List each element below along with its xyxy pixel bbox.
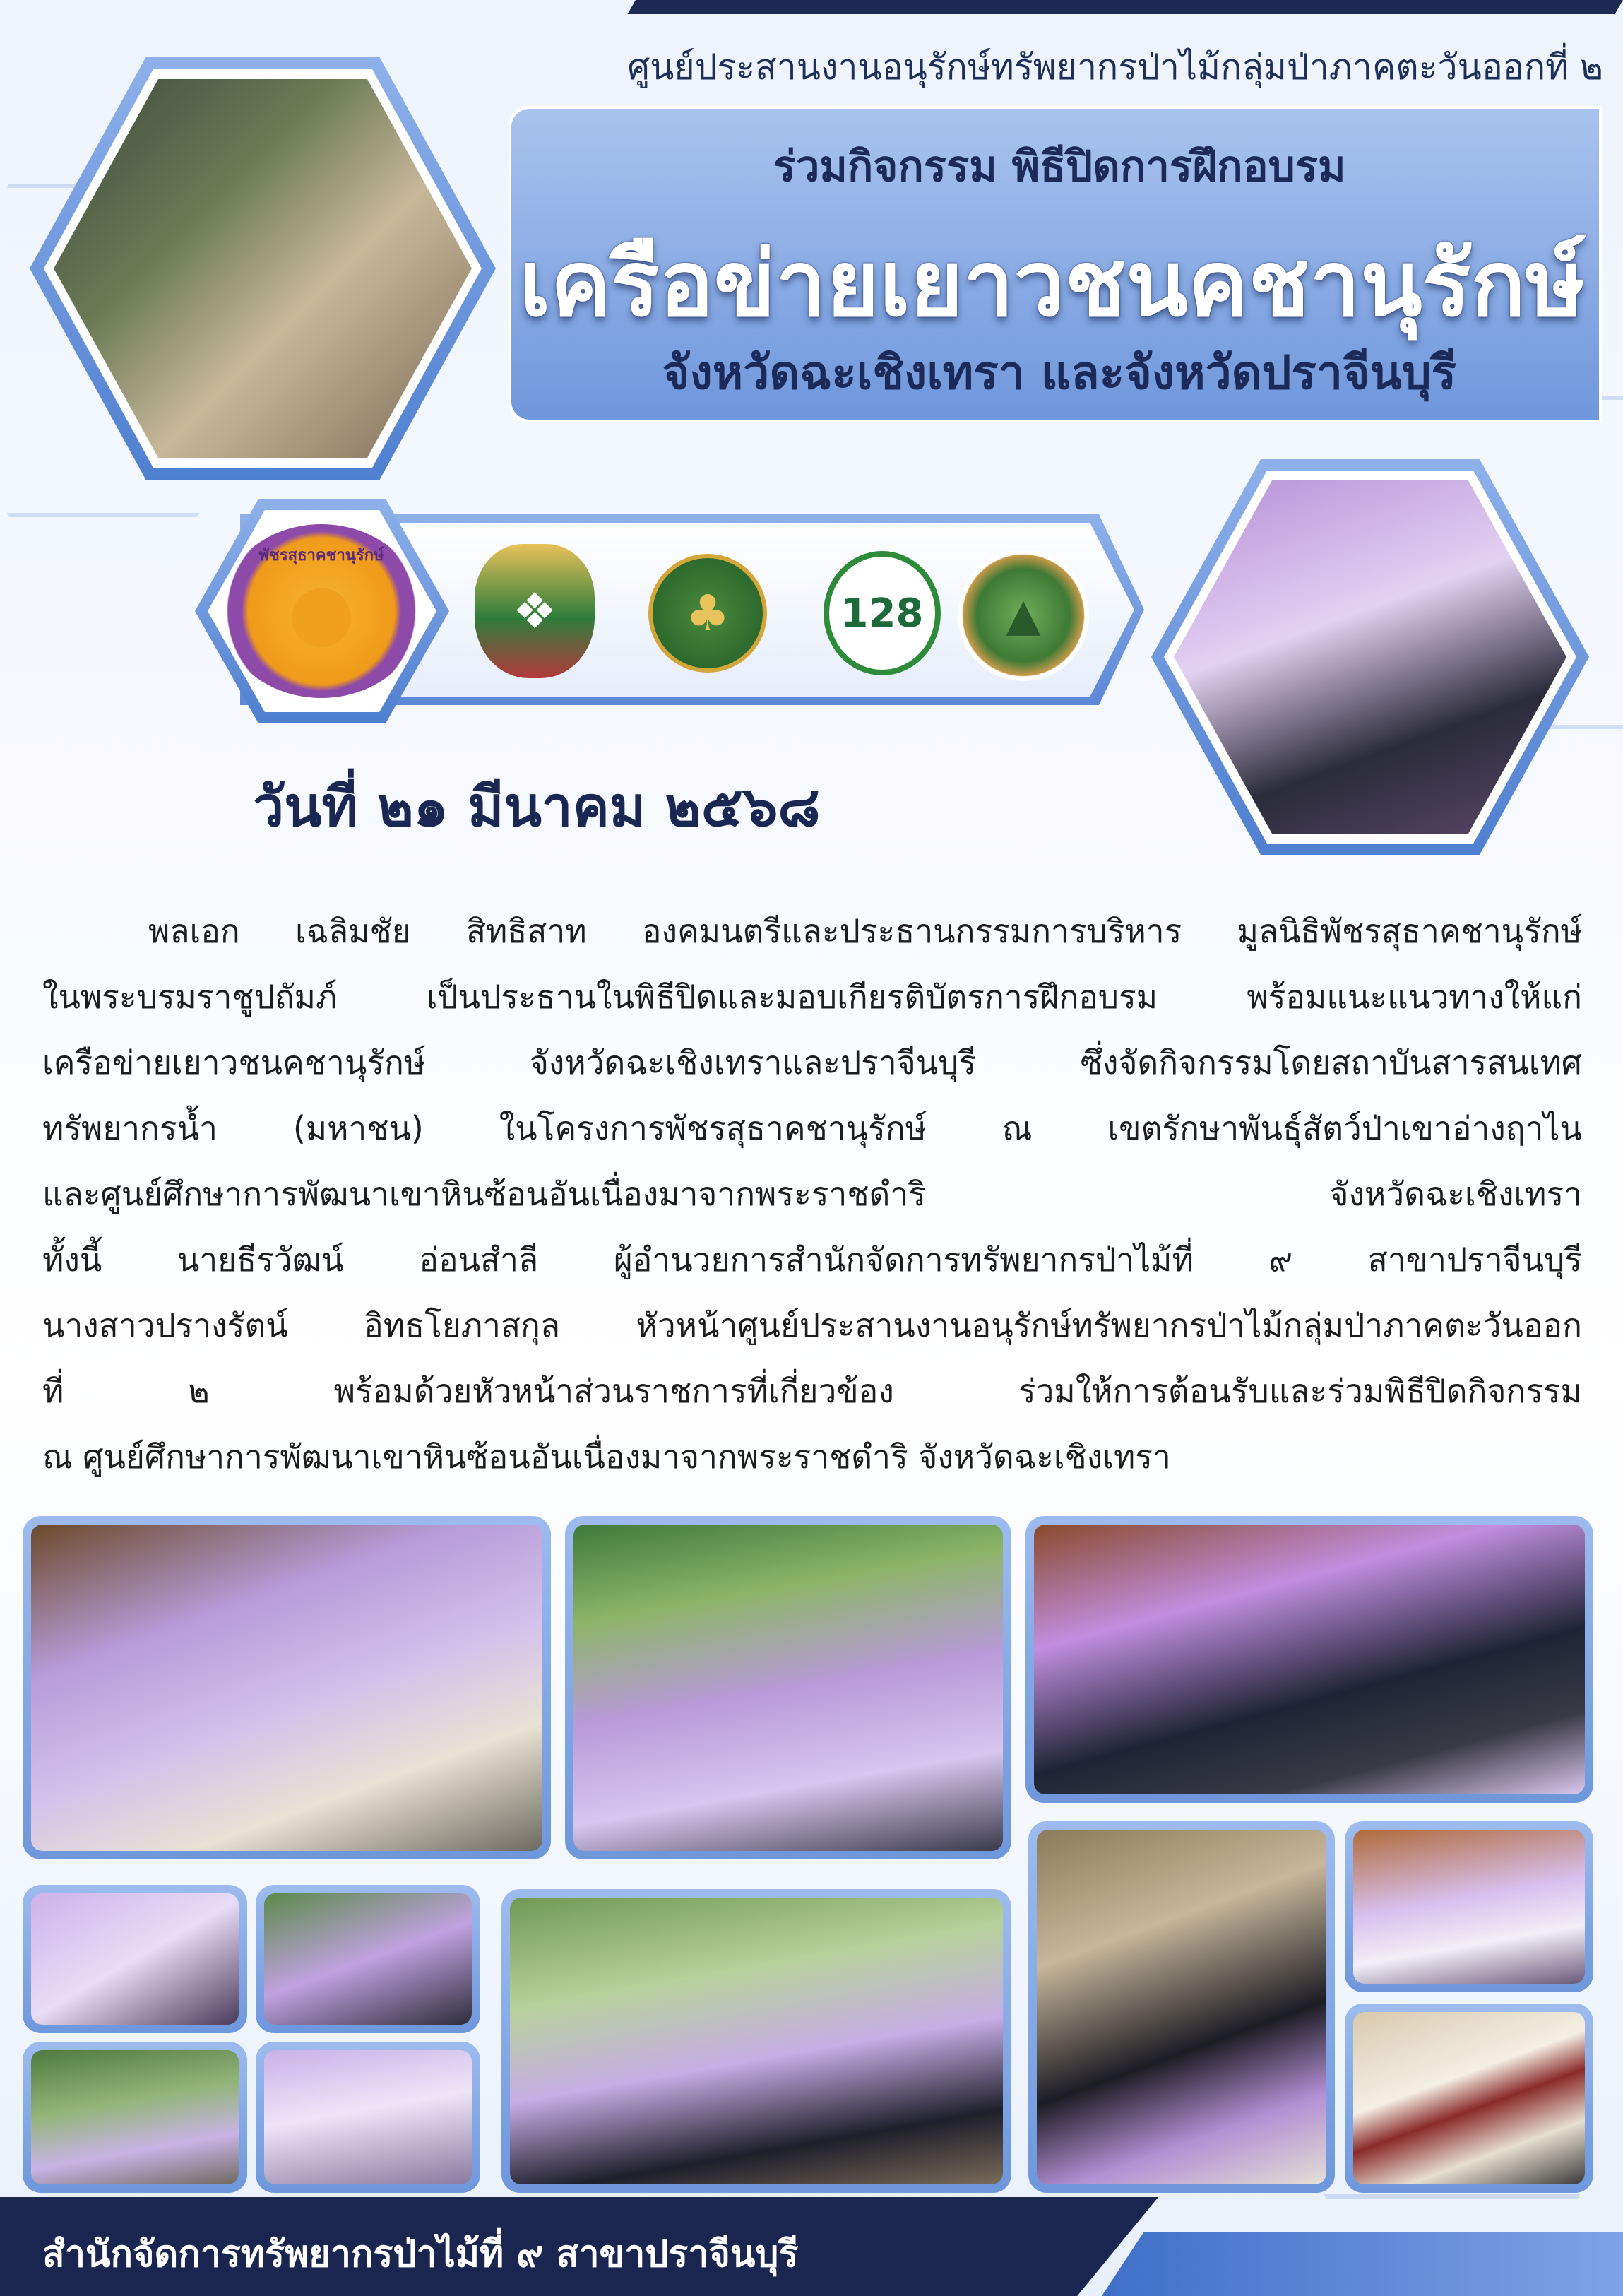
photo-tile [501,1889,1011,2193]
event-date: วันที่ ๒๑ มีนาคม ๒๕๖๘ [253,776,821,839]
photo-image [31,2050,239,2184]
body-line: นางสาวปรางรัตน์ อิทธโยภาสกุล หัวหน้าศูนย์ประสานงานอนุรักษ์ทรัพยากรป่าไม้กลุ่มป่าภาคตะวันออก [42,1306,1582,1344]
photo-image [1037,1830,1326,2184]
forest-resource-center-logo [958,550,1089,681]
body-line: ทั้งนี้ นายธีรวัฒน์ อ่อนสำลี ผู้อำนวยการสำนักจัดการทรัพยากรป่าไม้ที่ ๙ สาขาปราจีนบุรี [42,1241,1582,1279]
royal-emblem-logo [475,544,595,678]
body-line: พลเอก เฉลิมชัย สิทธิสาท องคมนตรีและประธานกรรมการบริหาร มูลนิธิพัชรสุธาคชานุรักษ์ [148,912,1582,950]
anniversary-128-logo [824,551,941,675]
photo-tile [1345,1821,1593,1992]
photo-tile [1345,2004,1593,2193]
tree-icon: ♣ [685,584,730,642]
photo-image [1353,2012,1585,2184]
photo-tile [23,1516,551,1859]
body-line: ทรัพยากรน้ำ (มหาชน) ในโครงการพัชรสุธาคชานุรักษ์ ณ เขตรักษาพันธุ์สัตว์ป่าเขาอ่างฤาไน [42,1109,1582,1147]
royal-forest-department-logo [648,554,767,673]
landscape-icon: ▲ [1006,589,1041,641]
organization-name: ศูนย์ประสานงานอนุรักษ์ทรัพยากรป่าไม้กลุ่มป่าภาคตะวันออกที่ ๒ [627,47,1603,88]
photo-tile [23,1885,247,2033]
body-line: ณ ศูนย์ศึกษาการพัฒนาเขาหินซ้อนอันเนื่องมาจากพระราชดำริ จังหวัดฉะเชิงเทรา [42,1438,1171,1476]
footer-text: สำนักจัดการทรัพยากรป่าไม้ที่ ๙ สาขาปราจีนบุรี [42,2233,799,2276]
photo-tile [565,1516,1011,1859]
title-line-3: จังหวัดฉะเชิงเทรา และจังหวัดปราจีนบุรี [662,345,1457,400]
elephant-logo-caption: พัชรสุธาคชานุรักษ์ [258,547,384,564]
photo-image [31,1893,239,2025]
elephant-icon: ● [287,566,355,656]
photo-tile [1028,1821,1335,2193]
footer-accent-bar [1102,2232,1623,2296]
elephant-foundation-logo [220,524,422,698]
photo-tile [256,2042,480,2193]
photo-tile [1025,1516,1593,1803]
body-line: ในพระบรมราชูปถัมภ์ เป็นประธานในพิธีปิดและมอบเกียรติบัตรการฝึกอบรม พร้อมแนะแนวทางให้แก่ [42,978,1582,1016]
emblem-icon: ❖ [512,582,557,640]
top-navy-strip [627,0,1623,14]
body-line: และศูนย์ศึกษาการพัฒนาเขาหินซ้อนอันเนื่องมาจากพระราชดำริ จังหวัดฉะเชิงเทรา [42,1175,1582,1213]
body-line: เครือข่ายเยาวชนคชานุรักษ์ จังหวัดฉะเชิงเทราและปราจีนบุรี ซึ่งจัดกิจกรรมโดยสถาบันสารสนเทศ [42,1043,1582,1082]
title-line-1: ร่วมกิจกรรม พิธีปิดการฝึกอบรม [773,142,1346,191]
photo-image [264,2050,472,2184]
photo-image [264,1893,472,2025]
photo-tile [23,2042,247,2193]
photo-image [1034,1525,1585,1794]
photo-image [1353,1830,1585,1984]
photo-image [31,1525,542,1851]
anniversary-number: 128 [840,590,924,637]
photo-image [510,1898,1003,2184]
photo-tile [256,1885,480,2033]
photo-image [573,1525,1003,1851]
title-line-2: เครือข่ายเยาวชนคชานุรักษ์ [519,232,1586,337]
body-line: ที่ ๒ พร้อมด้วยหัวหน้าส่วนราชการที่เกี่ยวข้อง ร่วมให้การต้อนรับและร่วมพิธีปิดกิจกรรม [42,1372,1582,1410]
